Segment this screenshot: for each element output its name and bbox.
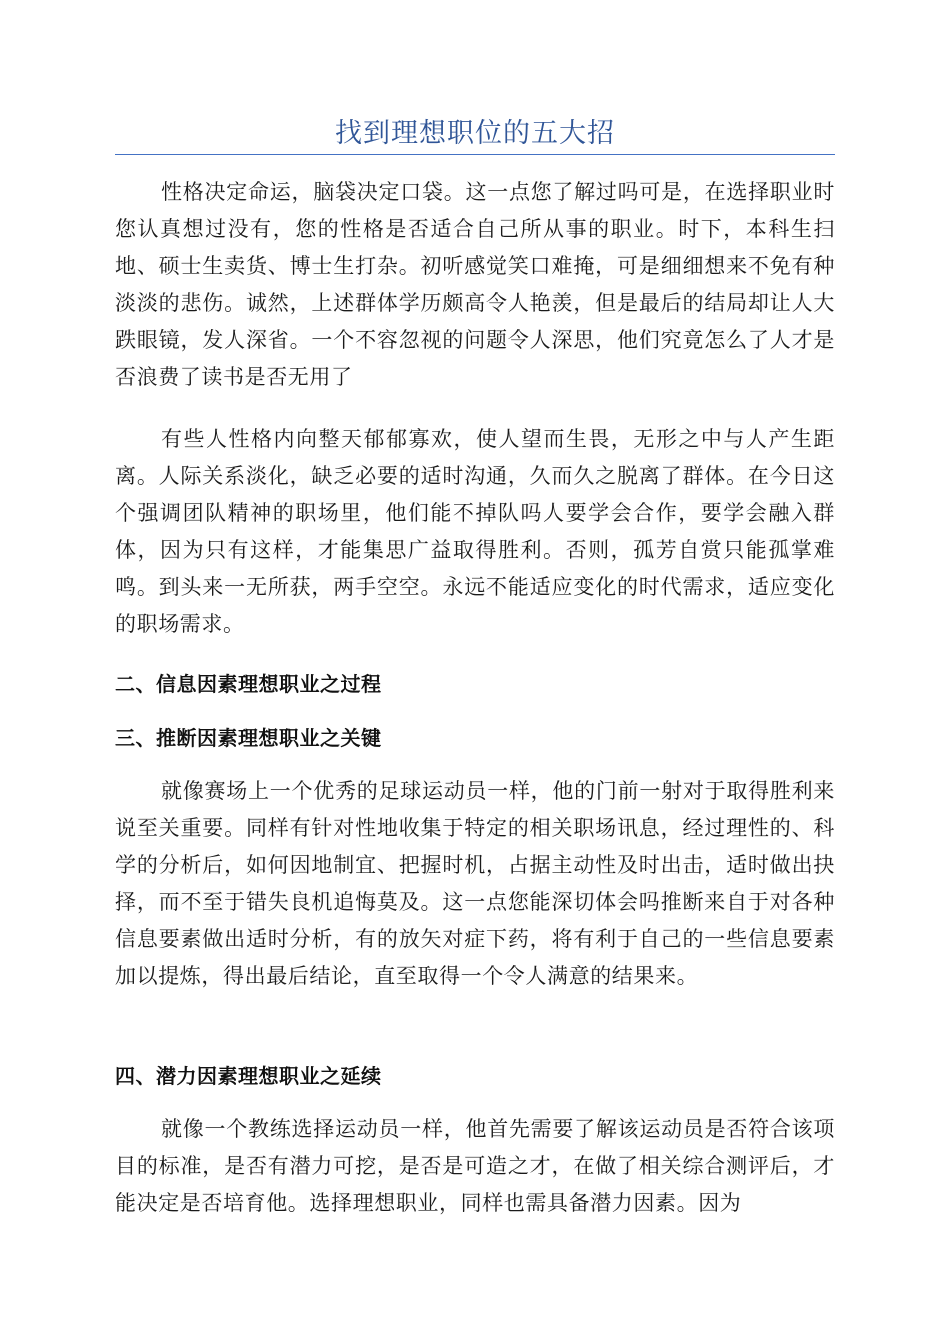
heading-judgment-factor: 三、推断因素理想职业之关键 (115, 726, 382, 750)
title-underline (115, 154, 835, 155)
paragraph-potential: 就像一个教练选择运动员一样，他首先需要了解该运动员是否符合该项目的标准，是否有潜力可挖，是否是可造之才，在做了相关综合测评后，才能决定是否培育他。选择理想职业，同样也需具备潜力因素。因为 (115, 1117, 835, 1215)
paragraph-introvert-teamwork: 有些人性格内向整天郁郁寡欢，使人望而生畏，无形之中与人产生距离。人际关系淡化，缺乏必要的适时沟通，久而久之脱离了群体。在今日这个强调团队精神的职场里，他们能不掉队吗人要学会合作，要学会融入群体，因为只有这样，才能集思广益取得胜利。否则，孤芳自赏只能孤掌难鸣。到头来一无所获，两手空空。永远不能适应变化的时代需求，适应变化的职场需求。 (115, 427, 835, 636)
paragraph-judgment: 就像赛场上一个优秀的足球运动员一样，他的门前一射对于取得胜利来说至关重要。同样有针对性地收集于特定的相关职场讯息，经过理性的、科学的分析后，如何因地制宜、把握时机，占据主动性及时出击，适时做出抉择，而不至于错失良机追悔莫及。这一点您能深切体会吗推断来自于对各种信息要素做出适时分析，有的放矢对症下药，将有利于自己的一些信息要素加以提炼，得出最后结论，直至取得一个令人满意的结果来。 (115, 779, 835, 988)
paragraph-personality-intro: 性格决定命运，脑袋决定口袋。这一点您了解过吗可是，在选择职业时您认真想过没有，您的性格是否适合自己所从事的职业。时下，本科生扫地、硕士生卖货、博士生打杂。初听感觉笑口难掩，可是细细想来不免有种淡淡的悲伤。诚然，上述群体学历颇高令人艳羡，但是最后的结局却让人大跌眼镜，发人深省。一个不容忽视的问题令人深思，他们究竟怎么了人才是否浪费了读书是否无用了 (115, 180, 835, 389)
document-title: 找到理想职位的五大招 (335, 118, 615, 149)
heading-potential-factor: 四、潜力因素理想职业之延续 (115, 1064, 382, 1088)
heading-information-factor: 二、信息因素理想职业之过程 (115, 672, 382, 696)
